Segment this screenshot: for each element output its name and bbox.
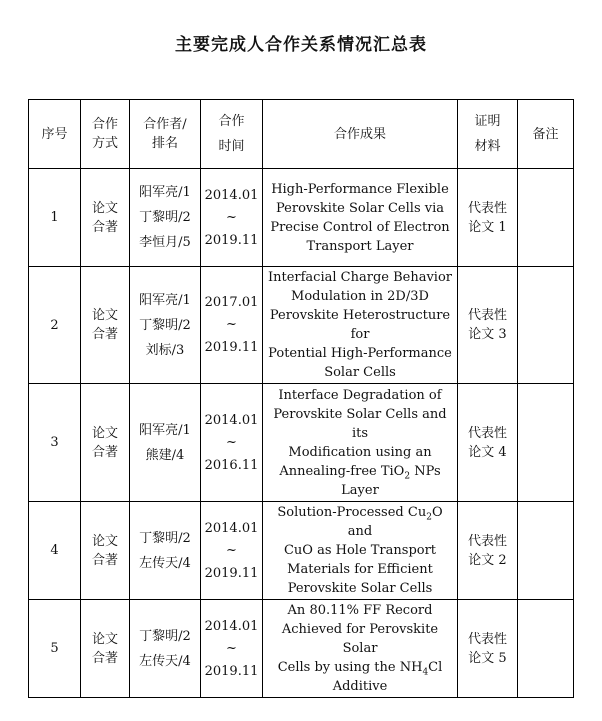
row-time: 2014.01 ~ 2019.11 (201, 600, 263, 698)
row-remark (518, 169, 574, 267)
page-title: 主要完成人合作关系情况汇总表 (175, 35, 427, 55)
row-result: High-Performance Flexible Perovskite Solar Cells via Precise Control of Electron Transport Layer (263, 169, 458, 267)
row-proof: 代表性 论文 4 (458, 384, 518, 502)
row-proof: 代表性 论文 3 (458, 267, 518, 384)
header-row (29, 100, 574, 169)
row-index: 4 (29, 502, 81, 600)
table-row (29, 600, 574, 698)
row-collaborators: 丁黎明/2 左传天/4 (130, 502, 201, 600)
collaboration-summary-table (28, 99, 574, 698)
row-index: 5 (29, 600, 81, 698)
row-remark (518, 384, 574, 502)
row-mode: 论文 合著 (81, 384, 130, 502)
row-proof: 代表性 论文 2 (458, 502, 518, 600)
row-mode: 论文 合著 (81, 169, 130, 267)
row-index: 2 (29, 267, 81, 384)
header-proof: 证明 材料 (458, 100, 518, 169)
header-time: 合作 时间 (201, 100, 263, 169)
row-collaborators: 阳军亮/1 丁黎明/2 刘标/3 (130, 267, 201, 384)
row-result: Interface Degradation of Perovskite Solar Cells and its Modification using an Annealing-free TiO$_2$ NPs Layer (263, 384, 458, 502)
row-mode: 论文 合著 (81, 267, 130, 384)
row-time: 2014.01 ~ 2019.11 (201, 502, 263, 600)
row-result: Interfacial Charge Behavior Modulation in 2D/3D Perovskite Heterostructure for Potential High-Performance Solar Cells (263, 267, 458, 384)
row-remark (518, 502, 574, 600)
row-mode: 论文 合著 (81, 600, 130, 698)
row-result: An 80.11% FF Record Achieved for Perovskite Solar Cells by using the $NH_4Cl$ Additive (263, 600, 458, 698)
row-time: 2017.01 ~ 2019.11 (201, 267, 263, 384)
row-collaborators: 阳军亮/1 丁黎明/2 李恒月/5 (130, 169, 201, 267)
row-time: 2014.01 ~ 2019.11 (201, 169, 263, 267)
row-proof: 代表性 论文 1 (458, 169, 518, 267)
row-mode: 论文 合著 (81, 502, 130, 600)
table-row (29, 267, 574, 384)
row-time: 2014.01 ~ 2016.11 (201, 384, 263, 502)
header-mode: 合作 方式 (81, 100, 130, 169)
header-index: 序号 (29, 100, 81, 169)
row-result: Solution-Processed $Cu_2O$ and CuO as Hole Transport Materials for Efficient Perovskite Solar Cells (263, 502, 458, 600)
row-remark (518, 600, 574, 698)
row-collaborators: 阳军亮/1 熊建/4 (130, 384, 201, 502)
table-row (29, 502, 574, 600)
row-index: 1 (29, 169, 81, 267)
row-index: 3 (29, 384, 81, 502)
table-row (29, 384, 574, 502)
header-collaborators: 合作者/ 排名 (130, 100, 201, 169)
row-proof: 代表性 论文 5 (458, 600, 518, 698)
table-row (29, 169, 574, 267)
header-result: 合作成果 (263, 100, 458, 169)
row-collaborators: 丁黎明/2 左传天/4 (130, 600, 201, 698)
row-remark (518, 267, 574, 384)
header-remark: 备注 (518, 100, 574, 169)
